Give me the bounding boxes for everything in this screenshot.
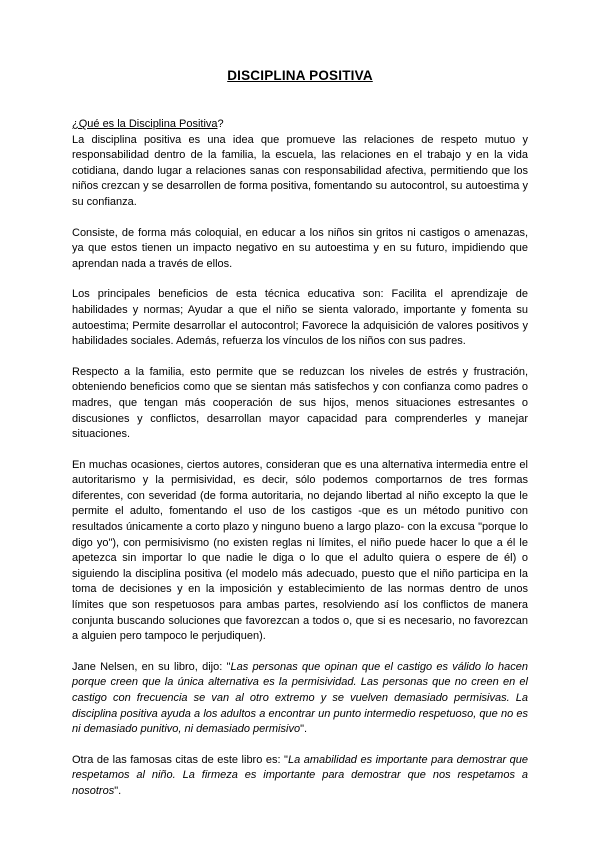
paragraph-quote-nelsen [72, 660, 528, 738]
section-question-mark: ? [217, 118, 224, 130]
document-title: DISCIPLINA POSITIVA [227, 68, 373, 83]
paragraph-quote-kindness [72, 753, 528, 800]
paragraph-definition: La disciplina positiva es una idea que promueve las relaciones de respeto mutuo y responsabilidad dentro de la familia, la escuela, las relaciones en el trabajo y en la vida cotidiana, dando lugar a relaciones sanas con responsabilidad afectiva, permitiendo que los niños crezcan y se desarrollen de forma positiva, fomentando su autocontrol, su autoestima y su confianza. [72, 133, 528, 208]
paragraph-family: Respecto a la familia, esto permite que se reduzcan los niveles de estrés y frustración, obteniendo beneficios como que se sientan más satisfechos y con confianza como padres o madres, que tengan más cooperación de sus hijos, menos situaciones estresantes o discusiones y conflictos, desarrollan mayor capacidad para comprenderles y manejar situaciones. [72, 365, 528, 441]
quote-kindness-text: La amabilidad es importante para demostrar que respetamos al niño. La firmeza es importante para demostrar que nos respetamos a nosotros [72, 753, 529, 797]
paragraph-alternatives: En muchas ocasiones, ciertos autores, consideran que es una alternativa intermedia entre el autoritarismo y la permisividad, es decir, sólo podemos comportarnos de tres formas diferentes, con severidad (de forma autoritaria, no dejando libertad al niño excepto la que le permite el adulto, fomentando el uso de los castigos -que es un método punitivo con resultados únicamente a corto plazo y ninguno bueno a largo plazo- con la excusa "porque lo digo yo"), con permisivismo (no existen reglas ni límites, el niño puede hacer lo que a él le apetezca sin importar lo que nadie le diga o lo que el adulto quiera o espere de él) o siguiendo la disciplina positiva (el modelo más adecuado, puesto que el niño participa en la toma de decisiones y en la imposición y establecimiento de las normas dentro de unos límites que son respetuosos para ambas partes, resolviendo así los conflictos de manera conjunta buscando soluciones que favorezcan a todos o, que si es necesario, no favorezcan a alguien pero tampoco le perjudiquen). [72, 458, 528, 643]
paragraph-benefits: Los principales beneficios de esta técnica educativa son: Facilita el aprendizaje de habilidades y normas; Ayudar a que el niño se sienta valorado, importante y fomenta su autoestima; Permite desarrollar el autocontrol; Favorece la adquisición de valores positivos y habilidades sociales. Además, refuerza los vínculos de los niños con sus padres. [72, 288, 528, 348]
quote-nelsen-outro: ". [300, 723, 308, 736]
quote-kindness-intro: Otra de las famosas citas de este libro es: " [72, 753, 288, 766]
section-question [72, 117, 528, 133]
quote-nelsen-intro: Jane Nelsen, en su libro, dijo: " [72, 660, 231, 673]
quote-kindness-outro: ". [114, 784, 122, 797]
quote-nelsen-text: Las personas que opinan que el castigo es válido lo hacen porque creen que la única alternativa es la permisividad. Las personas que no creen en el castigo con frecuencia se van al otro extremo y se vuelven demasiado permisivas. La disciplina positiva ayuda a los adultos a encontrar un punto intermedio respetuoso, que no es ni demasiado punitivo, ni demasiado permisivo [72, 660, 528, 736]
paragraph-colloquial: Consiste, de forma más coloquial, en educar a los niños sin gritos ni castigos o amenazas, ya que estos tienen un impacto negativo en su autoestima y en su futuro, impidiendo que aprendan nada a través de ellos. [72, 226, 528, 270]
section-question-text: ¿Qué es la Disciplina Positiva [72, 118, 218, 130]
